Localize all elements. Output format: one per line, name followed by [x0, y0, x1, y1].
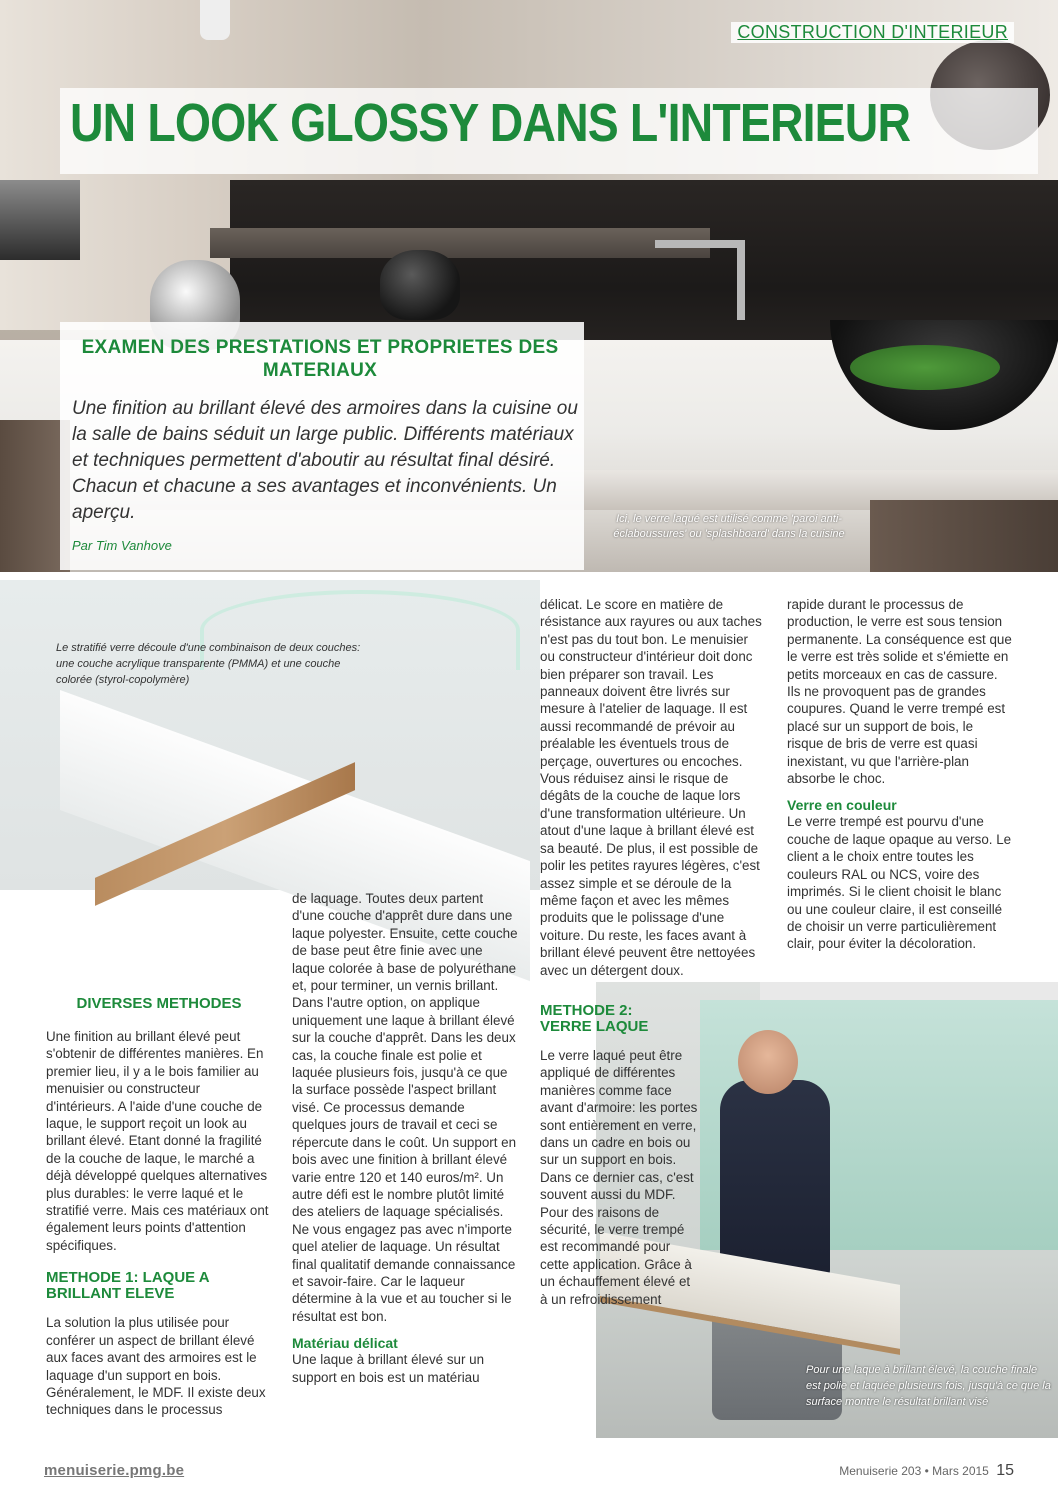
- column-1: [46, 996, 272, 1419]
- byline: Par Tim Vanhove: [72, 538, 172, 553]
- section-label: CONSTRUCTION D'INTERIEUR: [731, 22, 1014, 43]
- caption-kitchen: Ici, le verre laqué est utilisé comme 'paroi anti-éclaboussures' ou 'splashboard' dans la cuisine: [613, 513, 845, 540]
- paragraph: La solution la plus utilisée pour conférer un aspect de brillant élevé aux faces avant des armoires est le laquage d'un support en bois. Généralement, le MDF. Il existe deux techniques dans le processus: [46, 1315, 266, 1418]
- paragraph: Une finition au brillant élevé peut s'obtenir de différentes manières. En premier lieu, il y a le bois familier au menuisier ou constructeur d'intérieurs. A l'aide d'une couche de laque, le support reçoit un look au brillant élevé. Etant donné la fragilité de la couche de laque, le marché a déjà développé quelques alternatives plus durables: le verre laqué et le stratifié verre. Mais ces matériaux ont également leurs points d'attention spécifiques.: [46, 1029, 269, 1253]
- caption-worker: Pour une laque à brillant élevé, la couche finale est polie et laquée plusieurs fois, jusqu'à ce que la surface montre le résultat brillant visé: [806, 1364, 1051, 1408]
- heading-diverses-methodes: DIVERSES METHODES: [76, 995, 242, 1012]
- caption-panel: Le stratifié verre découle d'une combinaison de deux couches: une couche acrylique transparente (PMMA) et une couche colorée (styrol-copolymère): [56, 642, 361, 686]
- column-3: [540, 596, 766, 1308]
- footer-issue: [839, 1462, 1014, 1480]
- paragraph: Le verre laqué peut être appliqué de différentes manières comme face avant d'armoire: les portes sont entièrement en verre, dans un cadre en bois ou sur un support en bois. Dans ce dernier cas, c'est souvent aussi du MDF. Pour des raisons de sécurité, le verre trempé est recommandé pour cette application. Grâce à un échauffement élevé et à un refroidissement: [540, 1047, 698, 1307]
- page-number: 15: [996, 1462, 1014, 1479]
- paragraph: délicat. Le score en matière de résistance aux rayures ou aux taches n'est pas du tout bon. Le menuisier ou constructeur d'intérieur doit donc bien préparer son travail. Les panneaux doivent être livrés sur mesure à l'atelier de laquage. Il est aussi recommandé de prévoir au préalable les éventuels trous de perçage, ouvertures ou encoches. Vous réduisez ainsi le risque de dégâts de la couche de laque lors d'une transformation ultérieure. Un atout d'une laque à brillant élevé est sa beauté. De plus, il est possible de polir les petites rayures légères, c'est assez simple et se déroule de la même façon et avec les mêmes produits que le polissage d'une voiture. Du reste, les faces avant à brillant élevé peuvent être nettoyées avec un détergent doux.: [540, 597, 762, 978]
- kitchen-tap: [655, 240, 745, 320]
- subheading-materiau-delicat: Matériau délicat: [292, 1335, 398, 1352]
- paragraph: Une laque à brillant élevé sur un support en bois est un matériau: [292, 1352, 485, 1385]
- intro-heading: EXAMEN DES PRESTATIONS ET PROPRIETES DES MATERIAUX: [81, 337, 559, 381]
- paragraph: rapide durant le processus de production, le verre est sous tension permanente. La conséquence est que le verre est très solide et s'émiette en petits morceaux en cas de cassure. Ils ne provoquent pas de grandes coupures. Quand le verre trempé est placé sur un support de bois, le risque de bris de verre est quasi inexistant, vu que l'arrière-plan absorbe le choc.: [787, 597, 1012, 787]
- intro-text: Une finition au brillant élevé des armoires dans la cuisine ou la salle de bains séduit un large public. Différents matériaux et techniques permettent d'aboutir au résultat final désiré. Chacun et chacune a ses avantages et inconvénients. Un aperçu.: [72, 398, 578, 523]
- column-2: [292, 890, 518, 1386]
- paragraph: de laquage. Toutes deux partent d'une couche d'apprêt dure dans une laque polyester. Ensuite, cette couche de base peut être finie avec une laque colorée à base de polyuréthane et, pour terminer, un vernis brillant. Dans l'autre option, on applique uniquement une laque à brillant élevé sur la couche d'apprêt. Dans les deux cas, la couche finale est polie et laquée plusieurs fois, jusqu'à ce que la surface possède l'aspect brillant visé. Ce processus demande quelques jours de travail et ceci se répercute dans le coût. Un support en bois avec une finition à brillant élevé varie entre 120 et 140 euros/m². Un autre défi est le nombre plutôt limité des ateliers de laquage spécialisés. Ne vous engagez pas avec n'importe quel atelier de laquage. Un résultat final qualitatif demande connaissance et savoir-faire. Car le laqueur détermine à la vue et au toucher si le résultat est bon.: [292, 891, 518, 1324]
- knife-block: [0, 180, 80, 260]
- kettle-black: [380, 250, 460, 320]
- footer-website-link[interactable]: menuiserie.pmg.be: [44, 1462, 185, 1479]
- article-title: UN LOOK GLOSSY DANS L'INTERIEUR: [70, 93, 911, 153]
- kitchen-shelf: [210, 228, 710, 258]
- kitchen-cabinet: [870, 500, 1058, 572]
- column-4: [787, 596, 1013, 953]
- ceiling-lamp: [200, 0, 230, 40]
- salad-leaves: [850, 345, 1000, 390]
- paragraph: Le verre trempé est pourvu d'une couche de laque opaque au verso. Le client a le choix entre toutes les couleurs RAL ou NCS, voire des imprimés. Si le client choisit le blanc ou une couleur claire, il est conseillé de choisir un verre particulièrement clair, pour éviter la décoloration.: [787, 814, 1012, 952]
- heading-methode-1: METHODE 1: LAQUE A BRILLANT ELEVE: [46, 1269, 210, 1303]
- heading-methode-2: METHODE 2: VERRE LAQUE: [540, 1001, 649, 1035]
- issue-label: Menuiserie 203 • Mars 2015: [839, 1464, 989, 1478]
- subheading-verre-en-couleur: Verre en couleur: [787, 797, 897, 814]
- ceiling-frame: [760, 982, 1058, 1000]
